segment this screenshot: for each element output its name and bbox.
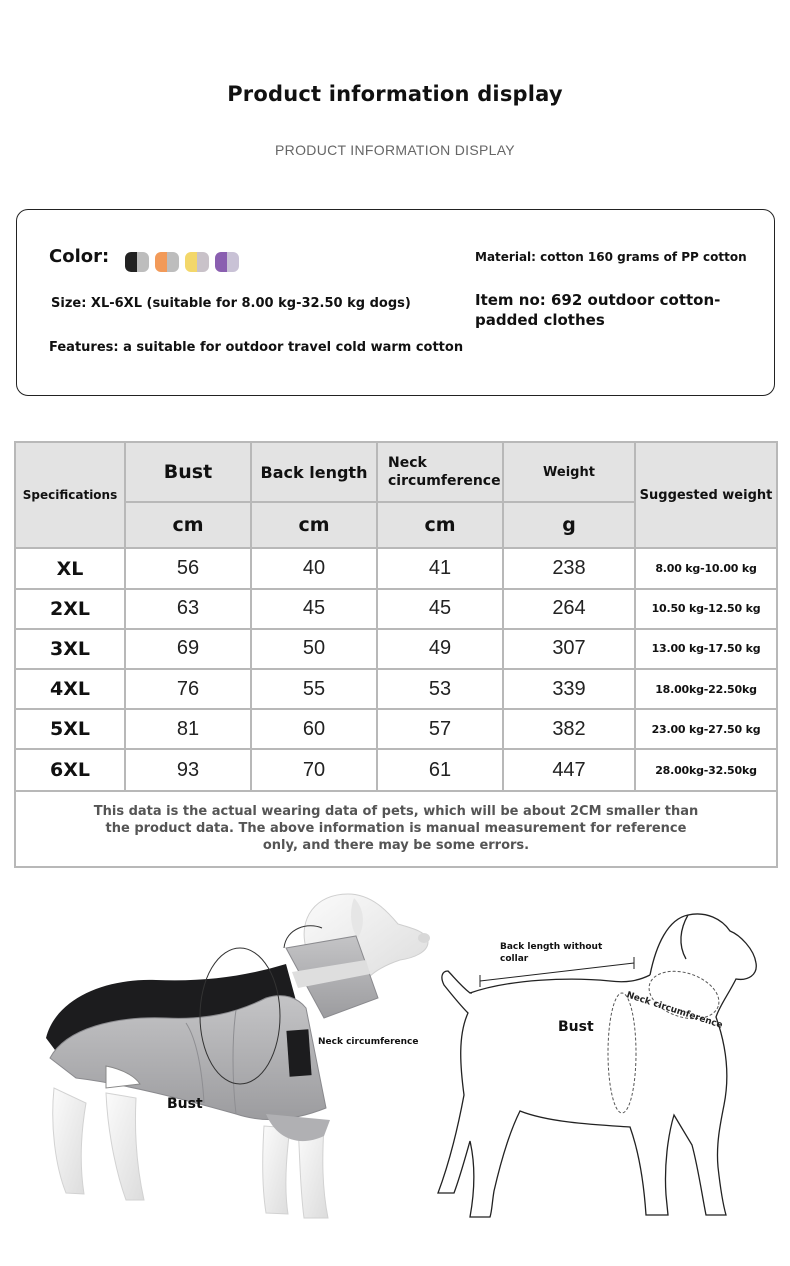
size-cell: 6XL [15,749,125,790]
table-row [15,669,777,709]
size-cell: 4XL [15,669,125,709]
header-bust: Bust [125,442,251,502]
unit-weight: g [503,502,635,548]
neck-cell: 57 [377,709,503,749]
suggested-weight-cell: 18.00kg-22.50kg [635,669,777,709]
swatch-orange-grey[interactable] [155,252,179,272]
size-cell: 3XL [15,629,125,669]
bust-cell: 76 [125,669,251,709]
size-cell: 2XL [15,589,125,629]
item-number-info: Item no: 692 outdoor cotton-padded clothes [475,291,721,329]
bust-label-left: Bust [167,1096,203,1112]
table-row [15,589,777,629]
features-info: Features: a suitable for outdoor travel cold warm cotton [49,340,464,355]
header-back-length: Back length [251,442,377,502]
suggested-weight-cell: 13.00 kg-17.50 kg [635,629,777,669]
unit-back-length: cm [251,502,377,548]
unit-bust: cm [125,502,251,548]
measurement-note: This data is the actual wearing data of pets, which will be about 2CM smaller than the product data. The above information is manual measurement for reference only, and there may be some errors. [15,791,777,867]
weight-cell: 447 [503,749,635,790]
neck-circumference-label: Neck circumference [318,1037,419,1047]
neck-cell: 53 [377,669,503,709]
weight-cell: 238 [503,548,635,588]
color-swatches [125,252,239,272]
header-weight: Weight [503,442,635,502]
table-row [15,749,777,790]
bust-cell: 81 [125,709,251,749]
page-title: Product information display [227,82,563,106]
bust-measure-ring [608,993,636,1113]
bust-cell: 69 [125,629,251,669]
back-length-cell: 40 [251,548,377,588]
bust-label-right: Bust [558,1019,594,1035]
table-row [15,548,777,588]
back-length-cell: 55 [251,669,377,709]
back-length-label: Back length without collar [500,942,603,964]
neck-circumference-label-right: Neck circumference [625,990,724,1031]
header-neck-circumference: Neck circumference [377,442,503,502]
size-chart-table [14,441,778,868]
size-cell: XL [15,548,125,588]
weight-cell: 264 [503,589,635,629]
neck-cell: 41 [377,548,503,588]
material-info: Material: cotton 160 grams of PP cotton [475,250,747,264]
back-length-cell: 60 [251,709,377,749]
table-row [15,709,777,749]
weight-cell: 339 [503,669,635,709]
back-length-line [480,963,634,981]
swatch-yellow-grey[interactable] [185,252,209,272]
color-label: Color: [49,246,110,267]
dog-wearing-coat-illustration [36,888,436,1233]
unit-neck: cm [377,502,503,548]
size-cell: 5XL [15,709,125,749]
suggested-weight-cell: 10.50 kg-12.50 kg [635,589,777,629]
neck-cell: 45 [377,589,503,629]
swatch-purple-grey[interactable] [215,252,239,272]
page-subtitle: PRODUCT INFORMATION DISPLAY [275,142,515,158]
product-info-box [16,209,775,396]
back-length-cell: 45 [251,589,377,629]
weight-cell: 382 [503,709,635,749]
bust-cell: 56 [125,548,251,588]
swatch-black-grey[interactable] [125,252,149,272]
back-length-cell: 70 [251,749,377,790]
bust-cell: 93 [125,749,251,790]
back-length-cell: 50 [251,629,377,669]
header-specifications: Specifications [15,442,125,548]
weight-cell: 307 [503,629,635,669]
neck-cell: 49 [377,629,503,669]
header-suggested-weight: Suggested weight [635,442,777,548]
neck-cell: 61 [377,749,503,790]
table-row [15,629,777,669]
suggested-weight-cell: 8.00 kg-10.00 kg [635,548,777,588]
suggested-weight-cell: 23.00 kg-27.50 kg [635,709,777,749]
bust-cell: 63 [125,589,251,629]
suggested-weight-cell: 28.00kg-32.50kg [635,749,777,790]
size-info: Size: XL-6XL (suitable for 8.00 kg-32.50 kg dogs) [51,296,411,311]
